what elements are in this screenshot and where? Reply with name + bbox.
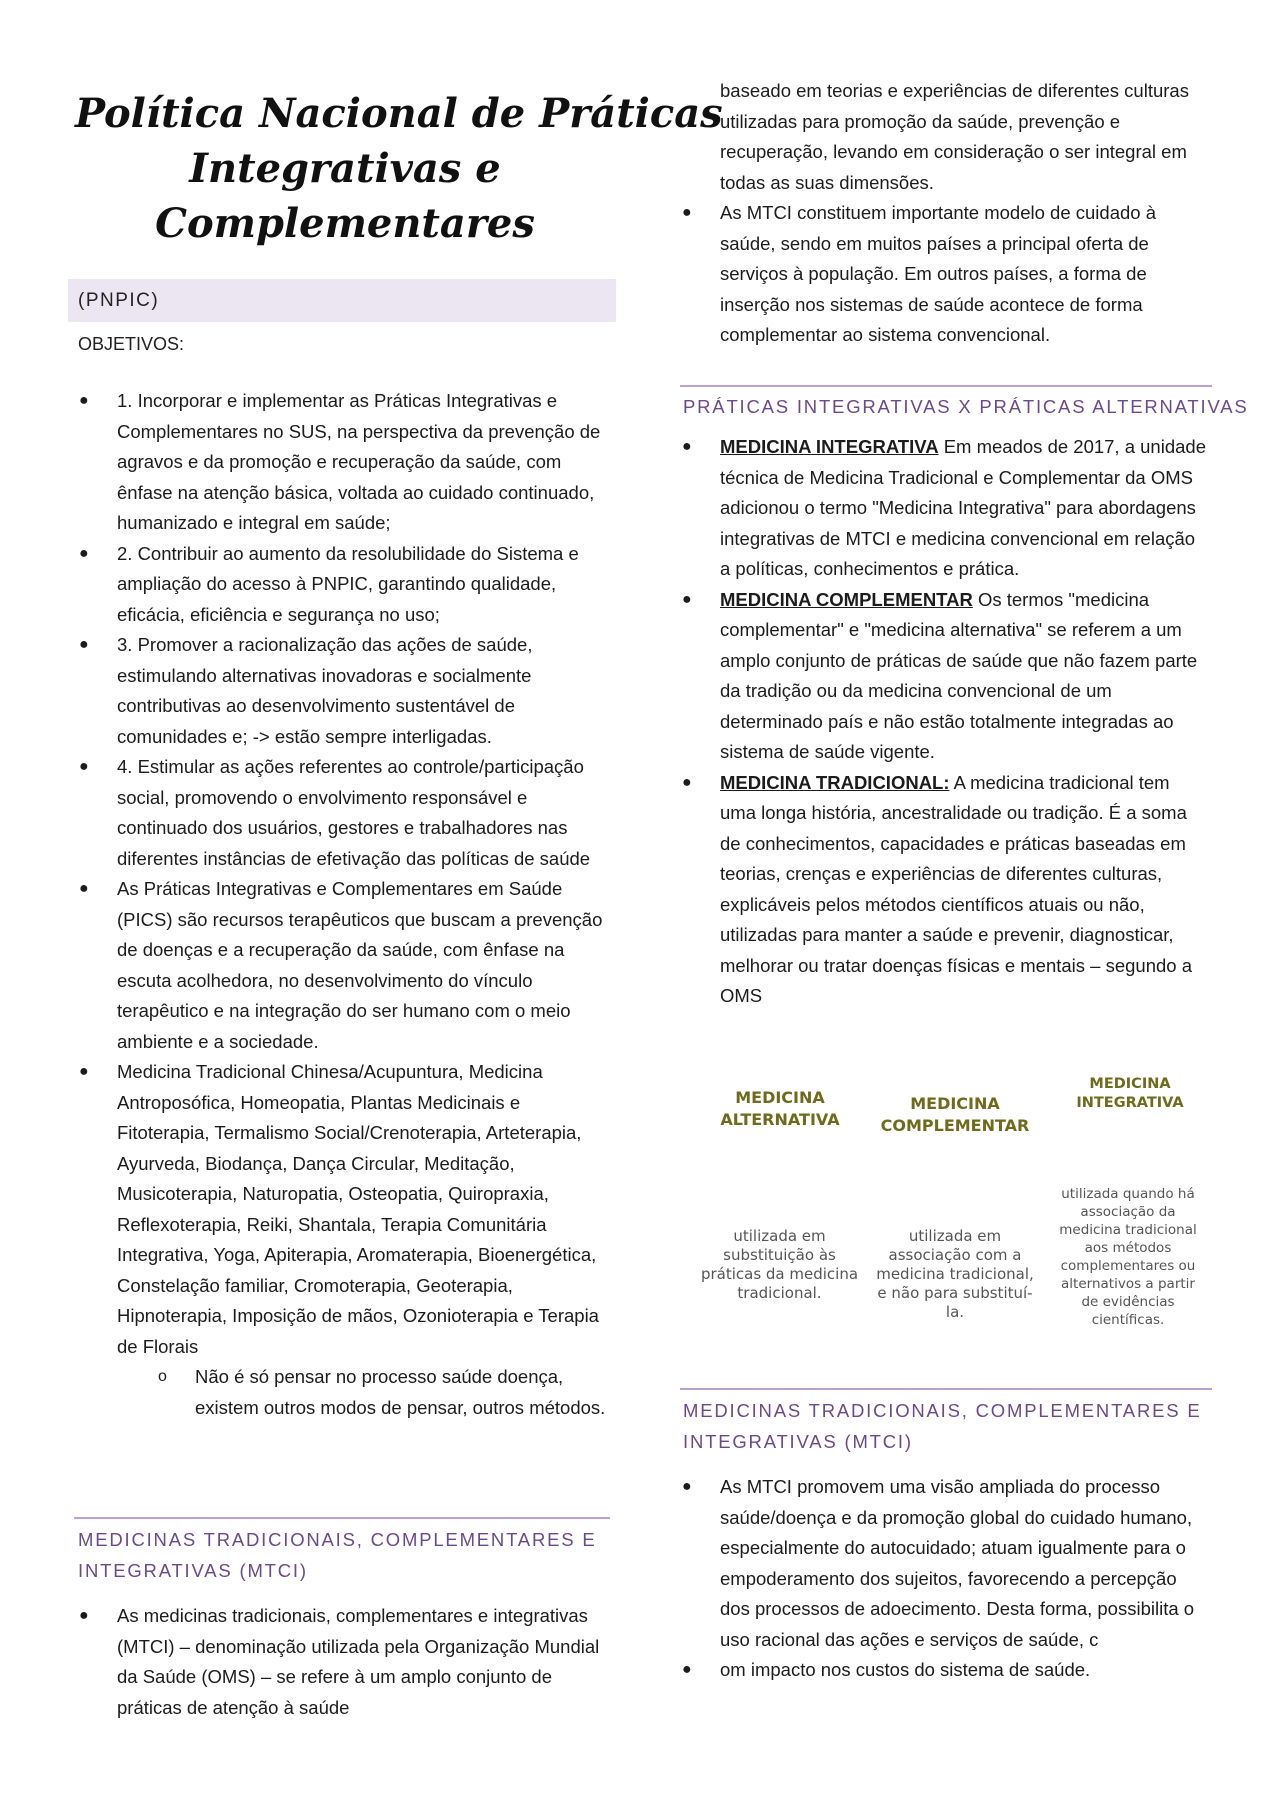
section-heading-mtci-right: MEDICINAS TRADICIONAIS, COMPLEMENTARES E INTEGRATIVAS (MTCI) [683,1400,1202,1452]
subtitle-band [68,279,616,322]
title-line: Integrativas e [189,145,501,192]
medicine-types-diagram [695,1075,1215,1355]
list-item: ● As MTCI promovem uma visão ampliada do processo saúde/doença e da promoção global do cuidado humano, especialmente do autocuidado; atuam igualmente para o empoderamento dos sujeitos, favorecendo a percepção dos processos de adoecimento. Desta forma, possibilita o uso racional das ações e serviços de saúde, c [720,1472,1210,1655]
objectives-label: OBJETIVOS: [78,334,185,354]
list-item: ● 2. Contribuir ao aumento da resolubilidade do Sistema e ampliação do acesso à PNPIC, garantindo qualidade, eficácia, eficiência e segurança no uso; [117,539,617,631]
list-item: ● MEDICINA TRADICIONAL: A medicina tradicional tem uma longa história, ancestralidade ou tradição. É a soma de conhecimentos, capacidades e práticas baseadas em teorias, crenças e experiências de diferentes culturas, explicáveis pelos métodos científicos atuais ou não, utilizadas para manter a saúde e prevenir, diagnosticar, melhorar ou tratar doenças físicas e mentais – segundo a OMS [720,768,1210,1012]
circle-bullet-icon: o [158,1368,167,1385]
bullet-icon: ● [682,1661,692,1678]
term-label: MEDICINA INTEGRATIVA [720,436,939,457]
bullet-icon: ● [79,1063,89,1080]
term-label: MEDICINA TRADICIONAL: [720,771,950,793]
list-item: ● MEDICINA INTEGRATIVA Em meados de 2017, a unidade técnica de Medicina Tradicional e Complementar da OMS adicionou o termo "Medicina Integrativa" para abordagens integrativas de MTCI e medicina convencional em relação a políticas, conhecimentos e prática. [720,432,1210,585]
diagram-head-alternativa: MEDICINA ALTERNATIVA [720,1088,840,1129]
section-divider [680,1388,1212,1390]
bullet-icon: ● [79,636,89,653]
title-line: Política Nacional de Práticas [75,90,723,137]
bullet-icon: ● [79,1607,89,1624]
list-item: ● MEDICINA COMPLEMENTAR Os termos "medicina complementar" e "medicina alternativa" se referem a um amplo conjunto de práticas de saúde que não fazem parte da tradição ou da medicina convencional de um determinado país e não estão totalmente integradas ao sistema de saúde vigente. [720,585,1210,768]
list-item: ● As MTCI constituem importante modelo de cuidado à saúde, sendo em muitos países a principal oferta de serviços à população. Em outros países, a forma de inserção nos sistemas de saúde acontece de forma complementar ao sistema convencional. [720,198,1210,351]
list-item-continuation: baseado em teorias e experiências de diferentes culturas utilizadas para promoção da saúde, prevenção e recuperação, levando em consideração o ser integral em todas as suas dimensões. [720,80,1189,193]
list-item: ● 3. Promover a racionalização das ações de saúde, estimulando alternativas inovadoras e socialmente contributivas ao desenvolvimento sustentável de comunidades e; -> estão sempre interligadas. [117,630,617,752]
list-item: ● As Práticas Integrativas e Complementares em Saúde (PICS) são recursos terapêuticos que buscam a prevenção de doenças e a recuperação da saúde, com ênfase na escuta acolhedora, no desenvolvimento do vínculo terapêutico e na integração do ser humano com o meio ambiente e a sociedade. [117,874,617,1057]
subtitle: (PNPIC) [78,290,160,311]
mtci-list [79,1601,617,1723]
mtci-right-list [682,1472,1210,1686]
bullet-icon: ● [682,590,692,608]
diagram-head-complementar: MEDICINA COMPLEMENTAR [880,1094,1030,1135]
title-line: Complementares [155,200,535,247]
bullet-icon: ● [682,438,692,455]
bullet-icon: ● [682,204,692,221]
sub-list-item: o Não é só pensar no processo saúde doença, existem outros modos de pensar, outros métodos. [195,1362,617,1423]
list-item: ● As medicinas tradicionais, complementares e integrativas (MTCI) – denominação utilizada pela Organização Mundial da Saúde (OMS) – se refere à um amplo conjunto de práticas de atenção à saúde [117,1601,617,1723]
section-heading-mtci: MEDICINAS TRADICIONAIS, COMPLEMENTARES E INTEGRATIVAS (MTCI) [78,1529,597,1581]
definitions-list [682,432,1210,1012]
bullet-icon: ● [79,544,89,562]
bullet-icon: ● [79,880,89,897]
diagram-body-complementar: utilizada em associação com a medicina tradicional, e não para substituí- la. [876,1227,1034,1321]
diagram-body-alternativa: utilizada em substituição às práticas da medicina tradicional. [700,1227,859,1302]
diagram-body-integrativa: utilizada quando há associação da medicina tradicional aos métodos complementares ou alternativos a partir de evidências científicas. [1059,1186,1197,1328]
list-item: ● Medicina Tradicional Chinesa/Acupuntura, Medicina Antroposófica, Homeopatia, Plantas Medicinais e Fitoterapia, Termalismo Social/Crenoterapia, Arteterapia, Ayurveda, Biodança, Dança Circular, Meditação, Musicoterapia, Naturopatia, Osteopatia, Quiropraxia, Reflexoterapia, Reiki, Shantala, Terapia Comunitária Integrativa, Yoga, Apiterapia, Aromaterapia, Bioenergética, Constelação familiar, Cromoterapia, Geoterapia, Hipnoterapia, Imposição de mãos, Ozonioterapia e Terapia de Florais [117,1057,617,1362]
list-item: ● 4. Estimular as ações referentes ao controle/participação social, promovendo o envolvimento responsável e continuado dos usuários, gestores e trabalhadores nas diferentes instâncias de efetivação das políticas de saúde [117,752,617,874]
section-divider [680,385,1212,387]
bullet-icon: ● [682,1478,692,1495]
bullet-icon: ● [79,392,89,409]
term-label: MEDICINA COMPLEMENTAR [720,588,973,610]
bullet-icon: ● [682,773,692,791]
list-item: ● 1. Incorporar e implementar as Práticas Integrativas e Complementares no SUS, na perspectiva da prevenção de agravos e da promoção e recuperação da saúde, com ênfase na atenção básica, voltada ao cuidado continuado, humanizado e integral em saúde; [117,386,617,539]
continuation-block [682,76,1210,351]
diagram-head-integrativa: MEDICINA INTEGRATIVA [1076,1076,1184,1111]
list-item: ● om impacto nos custos do sistema de saúde. [720,1655,1210,1686]
section-heading-praticas: PRÁTICAS INTEGRATIVAS X PRÁTICAS ALTERNATIVAS [683,396,1249,417]
section-divider [74,1517,610,1519]
bullet-icon: ● [79,758,89,775]
objectives-list [79,386,617,1423]
page-title [75,86,723,251]
